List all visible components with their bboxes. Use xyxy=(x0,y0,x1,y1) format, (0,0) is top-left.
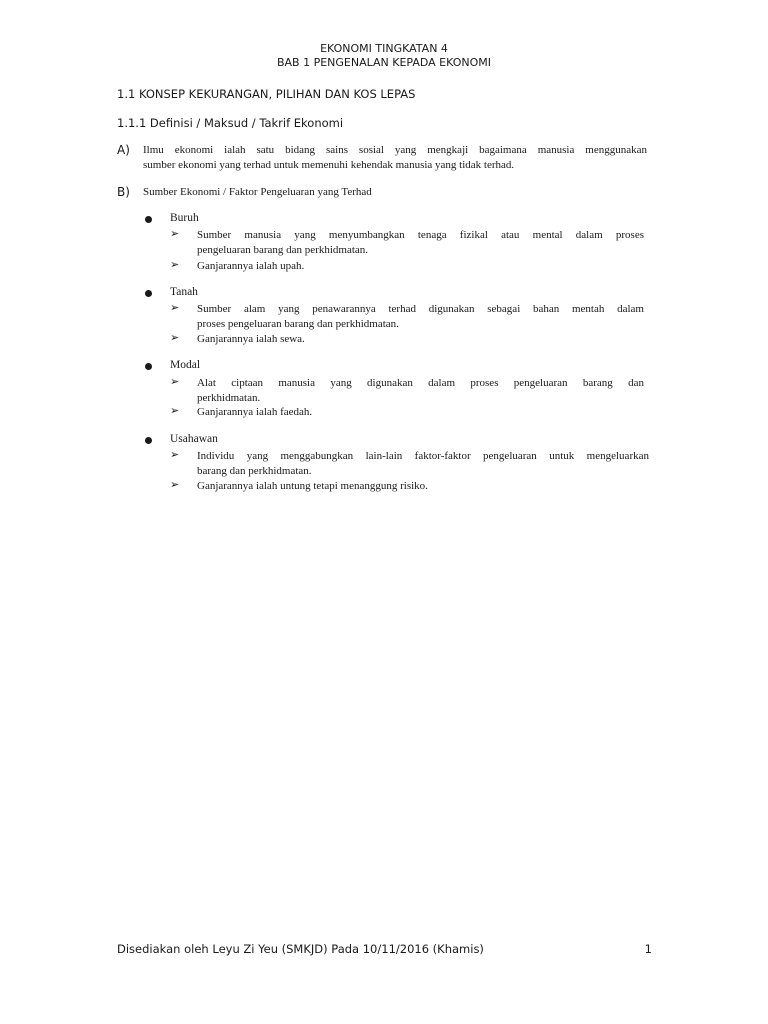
factors-heading: Sumber Ekonomi / Faktor Pengeluaran yang Terhad xyxy=(143,186,372,198)
arrow-bullet-icon: ➢ xyxy=(170,478,180,491)
arrow-bullet-icon: ➢ xyxy=(170,448,180,461)
factor-reward: Ganjarannya ialah sewa. xyxy=(197,333,305,345)
chapter-title: BAB 1 PENGENALAN KEPADA EKONOMI xyxy=(276,56,492,69)
factor-name: Tanah xyxy=(170,286,198,298)
arrow-bullet-icon: ➢ xyxy=(170,404,180,417)
definition-line: Ilmu ekonomi ialah satu bidang sains sosial yang mengkaji bagaimana manusia menggunakan xyxy=(143,144,647,156)
definition-line: sumber ekonomi yang terhad untuk memenuhi kehendak manusia yang tidak terhad. xyxy=(143,159,515,171)
item-b-marker: B) xyxy=(117,185,130,199)
page-number: 1 xyxy=(644,942,652,956)
factor-name: Usahawan xyxy=(170,433,218,445)
factor-description-line: Sumber manusia yang menyumbangkan tenaga fizikal atau mental dalam proses xyxy=(197,229,644,241)
factor-description-line: proses pengeluaran barang dan perkhidmatan. xyxy=(197,318,399,330)
factor-description-line: perkhidmatan. xyxy=(197,392,261,404)
subsection-heading: 1.1.1 Definisi / Maksud / Takrif Ekonomi xyxy=(117,116,344,130)
factor-reward: Ganjarannya ialah untung tetapi menanggung risiko. xyxy=(197,480,428,492)
factor-description-line: Individu yang menggabungkan lain-lain faktor-faktor pengeluaran untuk mengeluarkan xyxy=(197,450,649,462)
bullet-icon xyxy=(143,212,153,226)
arrow-bullet-icon: ➢ xyxy=(170,331,180,344)
factor-description-line: Alat ciptaan manusia yang digunakan dalam proses pengeluaran barang dan xyxy=(197,377,644,389)
arrow-bullet-icon: ➢ xyxy=(170,375,180,388)
item-a-marker: A) xyxy=(117,143,130,157)
factor-description xyxy=(197,449,649,479)
document-title: EKONOMI TINGKATAN 4 xyxy=(320,42,448,55)
factor-description xyxy=(197,376,644,406)
bullet-icon xyxy=(143,433,153,447)
factor-name: Modal xyxy=(170,359,201,371)
factor-description-line: Sumber alam yang penawarannya terhad digunakan sebagai bahan mentah dalam xyxy=(197,303,644,315)
bullet-icon xyxy=(143,286,153,300)
arrow-bullet-icon: ➢ xyxy=(170,258,180,271)
footer-text: Disediakan oleh Leyu Zi Yeu (SMKJD) Pada 10/11/2016 (Khamis) xyxy=(117,942,484,956)
factor-reward: Ganjarannya ialah faedah. xyxy=(197,406,313,418)
page-footer xyxy=(117,942,652,956)
factor-name: Buruh xyxy=(170,212,199,224)
arrow-bullet-icon: ➢ xyxy=(170,227,180,240)
factor-description-line: barang dan perkhidmatan. xyxy=(197,465,312,477)
factor-description xyxy=(197,228,644,258)
factor-description-line: pengeluaran barang dan perkhidmatan. xyxy=(197,244,369,256)
bullet-icon xyxy=(143,359,153,373)
factor-reward: Ganjarannya ialah upah. xyxy=(197,260,305,272)
factor-description xyxy=(197,302,644,332)
arrow-bullet-icon: ➢ xyxy=(170,301,180,314)
definition-paragraph xyxy=(143,143,647,173)
section-heading: 1.1 KONSEP KEKURANGAN, PILIHAN DAN KOS LEPAS xyxy=(117,87,416,101)
